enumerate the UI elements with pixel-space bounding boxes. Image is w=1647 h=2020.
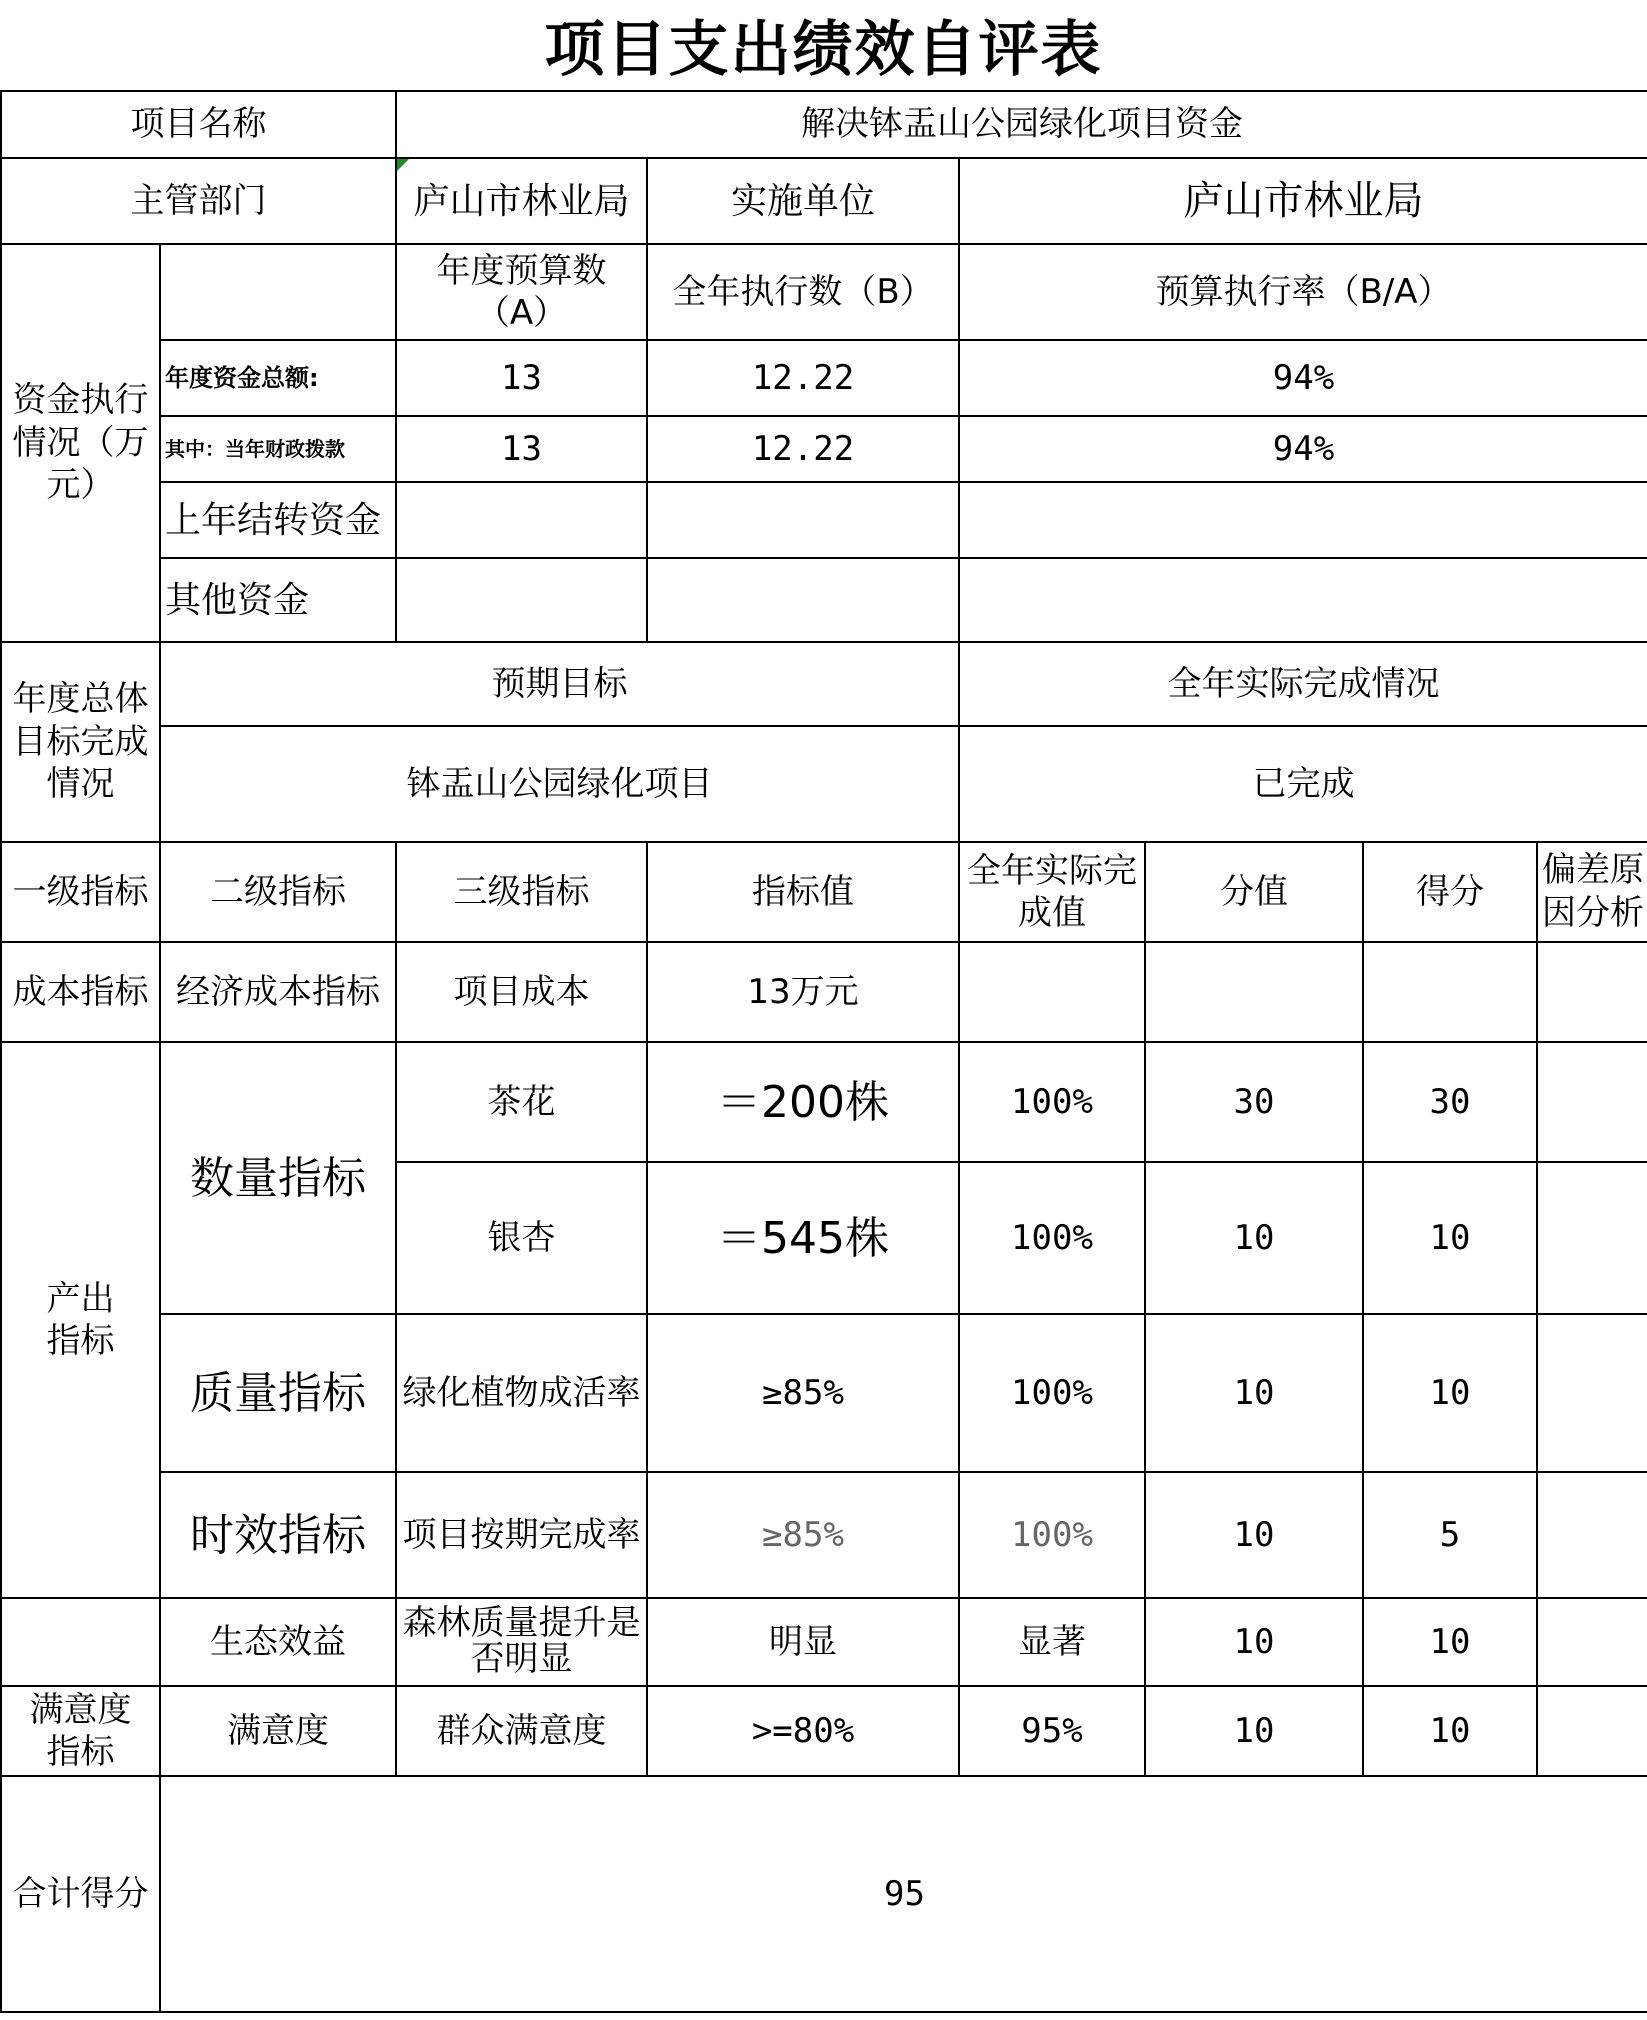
satisfaction-score[interactable]: 10: [1145, 1686, 1363, 1776]
funds-section-label: 资金执行情况（万元）: [1, 244, 160, 642]
satisfaction-row: [1, 1686, 1647, 1776]
goal-expected-label: 预期目标: [160, 642, 959, 726]
eco-l3: 森林质量提升是否明显: [396, 1598, 647, 1686]
cost-actual[interactable]: [959, 942, 1145, 1042]
funds-header-row: [1, 244, 1647, 340]
funds-row: [1, 482, 1647, 558]
quantity-score[interactable]: 10: [1145, 1162, 1363, 1314]
quantity-actual[interactable]: 100%: [959, 1042, 1145, 1162]
quantity-value[interactable]: ＝545株: [647, 1162, 959, 1314]
funds-row-rate[interactable]: 94%: [959, 416, 1647, 482]
satisfaction-l1: 满意度指标: [1, 1686, 160, 1776]
eco-got[interactable]: 10: [1363, 1598, 1537, 1686]
funds-row-rate[interactable]: 94%: [959, 340, 1647, 416]
project-row: [1, 91, 1647, 158]
goal-section-label: 年度总体目标完成情况: [1, 642, 160, 842]
funds-col-rate: 预算执行率（B/A）: [959, 244, 1647, 340]
timeliness-l2: 时效指标: [160, 1472, 396, 1598]
header-l2: 二级指标: [160, 842, 396, 942]
eco-reason[interactable]: [1537, 1598, 1647, 1686]
self-evaluation-table: [0, 90, 1647, 2013]
indicator-header-row: [1, 842, 1647, 942]
funds-row-rate[interactable]: [959, 482, 1647, 558]
quantity-l2: 数量指标: [160, 1042, 396, 1314]
funds-row-a[interactable]: [396, 558, 647, 642]
output-row: [1, 1472, 1647, 1598]
timeliness-reason[interactable]: [1537, 1472, 1647, 1598]
eco-l2: 生态效益: [160, 1598, 396, 1686]
quality-l3: 绿化植物成活率: [396, 1314, 647, 1472]
quality-value[interactable]: ≥85%: [647, 1314, 959, 1472]
satisfaction-reason[interactable]: [1537, 1686, 1647, 1776]
dept-value[interactable]: 庐山市林业局: [396, 158, 647, 244]
cost-l3: 项目成本: [396, 942, 647, 1042]
funds-row-b[interactable]: 12.22: [647, 340, 959, 416]
eco-actual[interactable]: 显著: [959, 1598, 1145, 1686]
goal-header-row: [1, 642, 1647, 726]
eco-score[interactable]: 10: [1145, 1598, 1363, 1686]
total-row: [1, 1776, 1647, 2012]
funds-row-label: 年度资金总额:: [160, 340, 396, 416]
funds-row-rate[interactable]: [959, 558, 1647, 642]
cost-value[interactable]: 13万元: [647, 942, 959, 1042]
page-title: 项目支出绩效自评表: [544, 15, 1103, 85]
quantity-actual[interactable]: 100%: [959, 1162, 1145, 1314]
timeliness-actual[interactable]: 100%: [959, 1472, 1145, 1598]
quantity-score[interactable]: 30: [1145, 1042, 1363, 1162]
funds-row-a[interactable]: [396, 482, 647, 558]
funds-row: [1, 340, 1647, 416]
quality-reason[interactable]: [1537, 1314, 1647, 1472]
quality-l2: 质量指标: [160, 1314, 396, 1472]
quantity-reason[interactable]: [1537, 1162, 1647, 1314]
cost-got[interactable]: [1363, 942, 1537, 1042]
funds-col-b: 全年执行数（B）: [647, 244, 959, 340]
funds-row-a[interactable]: 13: [396, 340, 647, 416]
goal-value-row: [1, 726, 1647, 842]
header-value: 指标值: [647, 842, 959, 942]
cost-reason[interactable]: [1537, 942, 1647, 1042]
funds-row-b[interactable]: [647, 482, 959, 558]
quantity-l3: 银杏: [396, 1162, 647, 1314]
cost-score[interactable]: [1145, 942, 1363, 1042]
satisfaction-actual[interactable]: 95%: [959, 1686, 1145, 1776]
cell-comment-marker-icon: [397, 159, 409, 171]
funds-row: [1, 416, 1647, 482]
unit-value[interactable]: 庐山市林业局: [959, 158, 1647, 244]
funds-header-blank: [160, 244, 396, 340]
funds-row: [1, 558, 1647, 642]
total-value[interactable]: 95: [160, 1776, 1647, 2012]
funds-row-label: 其他资金: [160, 558, 396, 642]
quality-score[interactable]: 10: [1145, 1314, 1363, 1472]
quality-got[interactable]: 10: [1363, 1314, 1537, 1472]
header-actual: 全年实际完成值: [959, 842, 1145, 942]
output-row: [1, 1314, 1647, 1472]
quantity-value[interactable]: ＝200株: [647, 1042, 959, 1162]
funds-row-b[interactable]: 12.22: [647, 416, 959, 482]
header-got: 得分: [1363, 842, 1537, 942]
quantity-reason[interactable]: [1537, 1042, 1647, 1162]
timeliness-score[interactable]: 10: [1145, 1472, 1363, 1598]
funds-col-a: 年度预算数（A）: [396, 244, 647, 340]
quantity-got[interactable]: 10: [1363, 1162, 1537, 1314]
header-reason: 偏差原因分析: [1537, 842, 1647, 942]
total-label: 合计得分: [1, 1776, 160, 2012]
quantity-l3: 茶花: [396, 1042, 647, 1162]
funds-row-a[interactable]: 13: [396, 416, 647, 482]
project-name-value[interactable]: 解决钵盂山公园绿化项目资金: [396, 91, 1647, 158]
dept-row: [1, 158, 1647, 244]
cost-l2: 经济成本指标: [160, 942, 396, 1042]
output-row: [1, 1042, 1647, 1162]
goal-actual-label: 全年实际完成情况: [959, 642, 1647, 726]
satisfaction-l2: 满意度: [160, 1686, 396, 1776]
eco-row: [1, 1598, 1647, 1686]
unit-label: 实施单位: [647, 158, 959, 244]
eco-value[interactable]: 明显: [647, 1598, 959, 1686]
cost-row: [1, 942, 1647, 1042]
cost-l1: 成本指标: [1, 942, 160, 1042]
satisfaction-value[interactable]: >=80%: [647, 1686, 959, 1776]
timeliness-value[interactable]: ≥85%: [647, 1472, 959, 1598]
satisfaction-got[interactable]: 10: [1363, 1686, 1537, 1776]
dept-label: 主管部门: [1, 158, 396, 244]
quantity-got[interactable]: 30: [1363, 1042, 1537, 1162]
header-score: 分值: [1145, 842, 1363, 942]
satisfaction-l3: 群众满意度: [396, 1686, 647, 1776]
eco-l1: [1, 1598, 160, 1686]
goal-expected-value[interactable]: 钵盂山公园绿化项目: [160, 726, 959, 842]
project-name-label: 项目名称: [1, 91, 396, 158]
goal-actual-value[interactable]: 已完成: [959, 726, 1647, 842]
funds-row-b[interactable]: [647, 558, 959, 642]
header-l1: 一级指标: [1, 842, 160, 942]
quality-actual[interactable]: 100%: [959, 1314, 1145, 1472]
output-l1: 产出指标: [1, 1042, 160, 1598]
header-l3: 三级指标: [396, 842, 647, 942]
timeliness-l3: 项目按期完成率: [396, 1472, 647, 1598]
funds-row-label: 上年结转资金: [160, 482, 396, 558]
timeliness-got[interactable]: 5: [1363, 1472, 1537, 1598]
funds-row-label: 其中：当年财政拨款: [160, 416, 396, 482]
